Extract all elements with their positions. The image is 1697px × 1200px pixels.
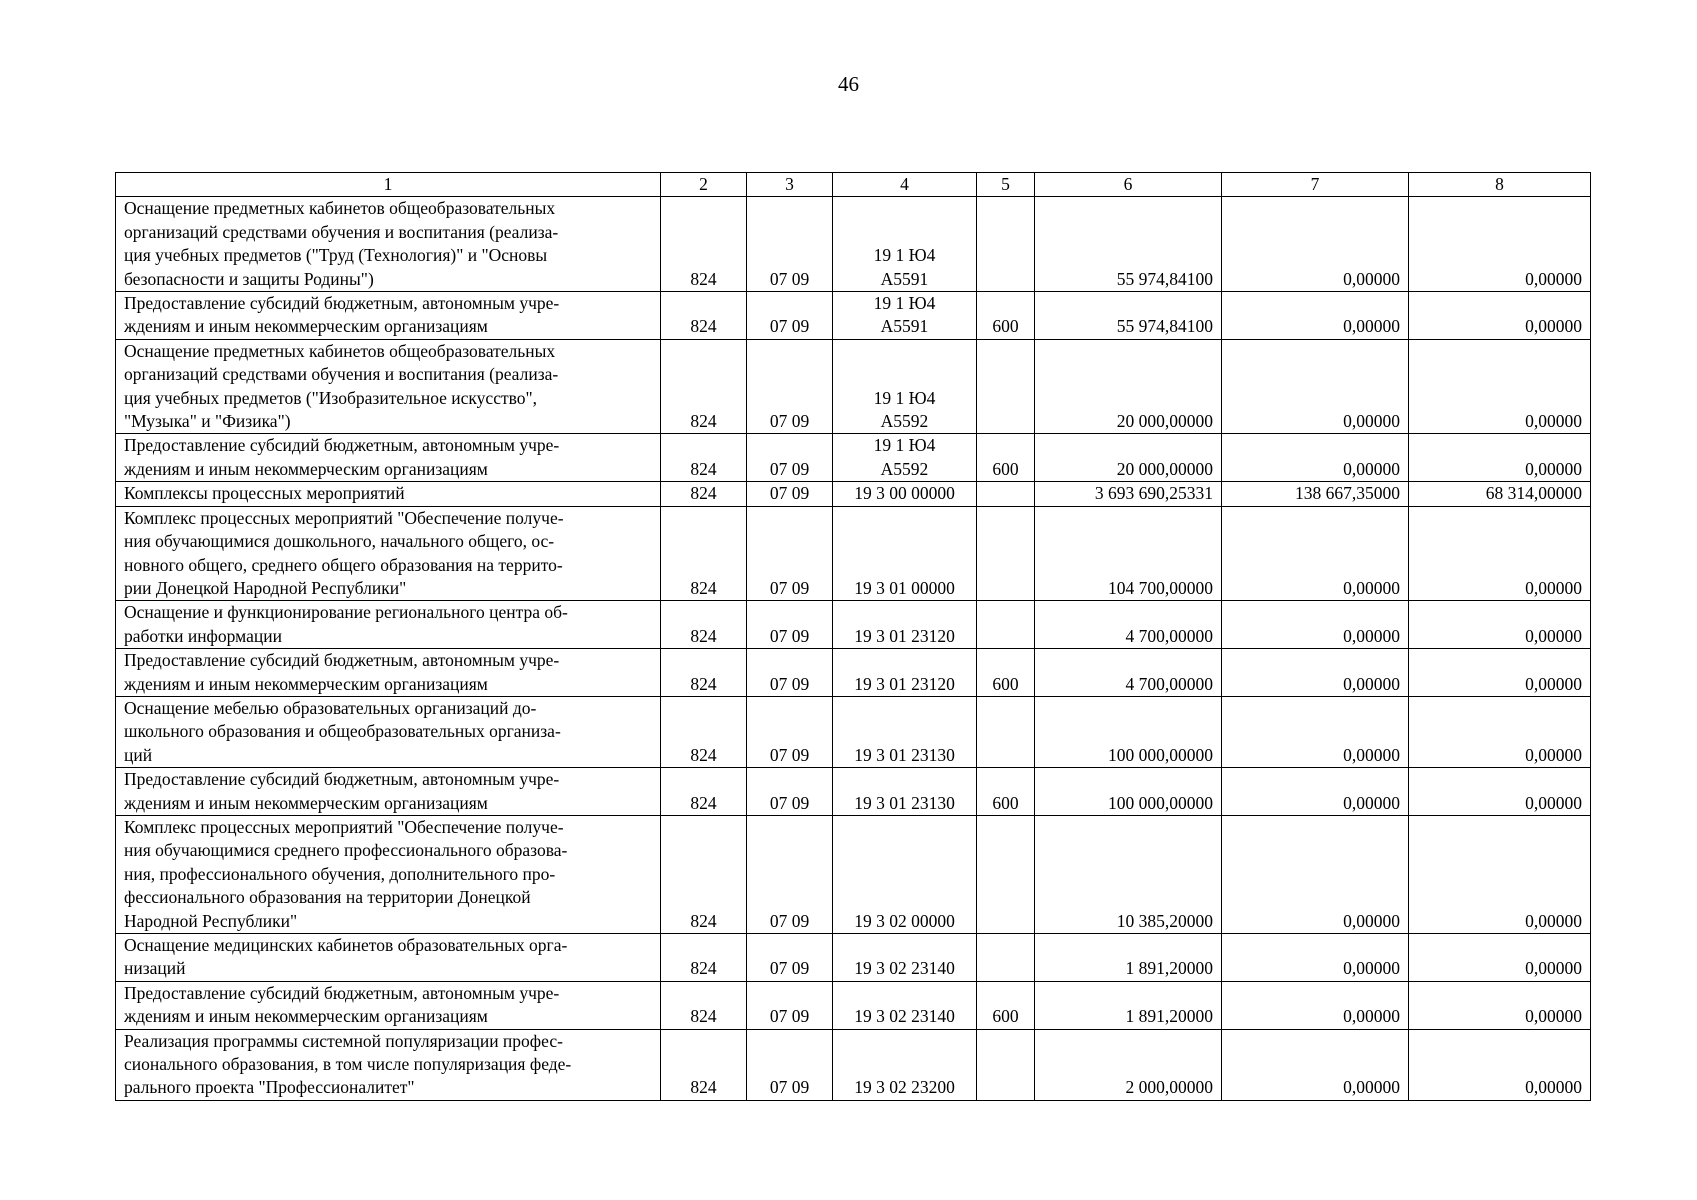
admin-code-cell: 824	[661, 815, 747, 933]
target-article-cell	[833, 482, 977, 506]
expense-type-cell: 600	[977, 981, 1035, 1029]
amount-cell-3: 0,00000	[1409, 696, 1591, 767]
amount-cell-3: 0,00000	[1409, 601, 1591, 649]
row-name-line: Реализация программы системной популяризации профес-	[124, 1030, 563, 1051]
row-name-cell	[116, 292, 661, 340]
section-code-cell: 07 09	[747, 482, 833, 506]
amount-cell-1: 1 891,20000	[1035, 981, 1222, 1029]
target-article-line: 19 3 01 23120	[854, 673, 955, 694]
section-code-cell: 07 09	[747, 434, 833, 482]
amount-cell-2: 0,00000	[1222, 696, 1409, 767]
row-name-line: "Музыка" и "Физика")	[124, 411, 291, 432]
table-row	[116, 696, 1591, 767]
admin-code-cell: 824	[661, 768, 747, 816]
row-name-cell	[116, 768, 661, 816]
expense-type-cell	[977, 339, 1035, 434]
target-article-cell	[833, 1029, 977, 1100]
target-article-line: 19 3 00 00000	[854, 483, 955, 504]
target-article-line: 19 3 01 23130	[854, 744, 955, 765]
amount-cell-2: 0,00000	[1222, 981, 1409, 1029]
section-code-cell: 07 09	[747, 934, 833, 982]
target-article-cell	[833, 506, 977, 601]
amount-cell-3: 0,00000	[1409, 649, 1591, 697]
column-header: 6	[1035, 173, 1222, 197]
row-name-line: ждениям и иным некоммерческим организациям	[124, 458, 488, 479]
row-name-cell	[116, 197, 661, 292]
target-article-line: 19 1 Ю4	[873, 387, 936, 408]
amount-cell-3: 0,00000	[1409, 292, 1591, 340]
row-name-line: Предоставление субсидий бюджетным, автономным учре-	[124, 769, 560, 790]
column-header: 3	[747, 173, 833, 197]
row-name-line: Предоставление субсидий бюджетным, автономным учре-	[124, 650, 560, 671]
target-article-line: 19 3 01 23130	[854, 792, 955, 813]
amount-cell-1: 55 974,84100	[1035, 197, 1222, 292]
section-code-cell: 07 09	[747, 197, 833, 292]
expense-type-cell	[977, 482, 1035, 506]
row-name-line: низаций	[124, 958, 186, 979]
column-header: 5	[977, 173, 1035, 197]
amount-cell-3: 0,00000	[1409, 768, 1591, 816]
row-name-cell	[116, 339, 661, 434]
admin-code-cell: 824	[661, 197, 747, 292]
admin-code-cell: 824	[661, 292, 747, 340]
amount-cell-2: 0,00000	[1222, 601, 1409, 649]
expense-type-cell	[977, 197, 1035, 292]
target-article-cell	[833, 768, 977, 816]
target-article-line: 19 3 02 23200	[854, 1077, 955, 1098]
row-name-line: Комплекс процессных мероприятий "Обеспечение получе-	[124, 816, 564, 837]
row-name-line: Предоставление субсидий бюджетным, автономным учре-	[124, 293, 560, 314]
amount-cell-1: 2 000,00000	[1035, 1029, 1222, 1100]
admin-code-cell: 824	[661, 434, 747, 482]
target-article-line: 19 1 Ю4	[873, 245, 936, 266]
row-name-line: фессионального образования на территории Донецкой	[124, 887, 531, 908]
admin-code-cell: 824	[661, 601, 747, 649]
row-name-line: школьного образования и общеобразовательных организа-	[124, 721, 561, 742]
amount-cell-3: 0,00000	[1409, 815, 1591, 933]
row-name-line: Предоставление субсидий бюджетным, автономным учре-	[124, 982, 560, 1003]
expense-type-cell	[977, 506, 1035, 601]
table-row	[116, 292, 1591, 340]
column-number-row	[116, 173, 1591, 197]
row-name-line: рии Донецкой Народной Республики"	[124, 577, 407, 598]
section-code-cell: 07 09	[747, 696, 833, 767]
amount-cell-1: 10 385,20000	[1035, 815, 1222, 933]
amount-cell-2: 0,00000	[1222, 768, 1409, 816]
row-name-line: Оснащение медицинских кабинетов образовательных орга-	[124, 935, 568, 955]
budget-table	[115, 172, 1591, 1101]
row-name-line: Оснащение предметных кабинетов общеобразовательных	[124, 198, 556, 219]
row-name-cell	[116, 434, 661, 482]
table-row	[116, 601, 1591, 649]
row-name-cell	[116, 934, 661, 982]
section-code-cell: 07 09	[747, 601, 833, 649]
row-name-cell	[116, 649, 661, 697]
row-name-line: сионального образования, в том числе популяризация феде-	[124, 1054, 572, 1075]
admin-code-cell: 824	[661, 482, 747, 506]
amount-cell-1: 100 000,00000	[1035, 696, 1222, 767]
row-name-line: Комплексы процессных мероприятий	[124, 483, 405, 504]
amount-cell-3: 68 314,00000	[1409, 482, 1591, 506]
amount-cell-1: 3 693 690,25331	[1035, 482, 1222, 506]
row-name-line: ния обучающимися дошкольного, начального общего, ос-	[124, 531, 555, 552]
row-name-cell	[116, 981, 661, 1029]
amount-cell-2: 0,00000	[1222, 197, 1409, 292]
row-name-line: ция учебных предметов ("Труд (Технология)" и "Основы	[124, 245, 548, 266]
row-name-cell	[116, 815, 661, 933]
amount-cell-1: 104 700,00000	[1035, 506, 1222, 601]
target-article-line: 19 1 Ю4	[873, 293, 936, 314]
table-row	[116, 815, 1591, 933]
table-row	[116, 768, 1591, 816]
target-article-cell	[833, 601, 977, 649]
target-article-cell	[833, 934, 977, 982]
amount-cell-3: 0,00000	[1409, 981, 1591, 1029]
target-article-line: А5592	[880, 458, 929, 479]
row-name-line: ция учебных предметов ("Изобразительное искусство",	[124, 387, 538, 408]
row-name-cell	[116, 482, 661, 506]
target-article-line: 19 3 02 00000	[854, 910, 955, 931]
expense-type-cell: 600	[977, 768, 1035, 816]
amount-cell-2: 0,00000	[1222, 1029, 1409, 1100]
expense-type-cell	[977, 601, 1035, 649]
table-row	[116, 1029, 1591, 1100]
row-name-line: ния, профессионального обучения, дополнительного про-	[124, 863, 556, 884]
row-name-line: организаций средствами обучения и воспитания (реализа-	[124, 364, 559, 385]
expense-type-cell	[977, 934, 1035, 982]
expense-type-cell: 600	[977, 434, 1035, 482]
amount-cell-3: 0,00000	[1409, 434, 1591, 482]
expense-type-cell	[977, 1029, 1035, 1100]
section-code-cell: 07 09	[747, 649, 833, 697]
amount-cell-3: 0,00000	[1409, 339, 1591, 434]
target-article-line: А5591	[880, 316, 929, 337]
amount-cell-1: 100 000,00000	[1035, 768, 1222, 816]
admin-code-cell: 824	[661, 339, 747, 434]
column-header: 1	[116, 173, 661, 197]
row-name-line: ждениям и иным некоммерческим организациям	[124, 792, 488, 813]
amount-cell-2: 138 667,35000	[1222, 482, 1409, 506]
row-name-line: работки информации	[124, 625, 282, 646]
target-article-line: 19 3 01 23120	[854, 625, 955, 646]
row-name-line: ждениям и иным некоммерческим организациям	[124, 673, 488, 694]
amount-cell-1: 20 000,00000	[1035, 339, 1222, 434]
row-name-cell	[116, 1029, 661, 1100]
row-name-cell	[116, 601, 661, 649]
amount-cell-2: 0,00000	[1222, 934, 1409, 982]
row-name-line: ждениям и иным некоммерческим организациям	[124, 316, 488, 337]
amount-cell-3: 0,00000	[1409, 506, 1591, 601]
amount-cell-2: 0,00000	[1222, 815, 1409, 933]
table-body	[116, 197, 1591, 1100]
admin-code-cell: 824	[661, 981, 747, 1029]
admin-code-cell: 824	[661, 934, 747, 982]
amount-cell-2: 0,00000	[1222, 434, 1409, 482]
row-name-line: Оснащение и функционирование регионального центра об-	[124, 602, 568, 623]
amount-cell-1: 4 700,00000	[1035, 601, 1222, 649]
section-code-cell: 07 09	[747, 292, 833, 340]
amount-cell-1: 1 891,20000	[1035, 934, 1222, 982]
column-header: 7	[1222, 173, 1409, 197]
row-name-line: Оснащение мебелью образовательных организаций до-	[124, 697, 537, 718]
section-code-cell: 07 09	[747, 339, 833, 434]
target-article-cell	[833, 981, 977, 1029]
target-article-line: 19 3 02 23140	[854, 958, 955, 979]
admin-code-cell: 824	[661, 649, 747, 697]
page-number: 46	[838, 72, 859, 96]
amount-cell-2: 0,00000	[1222, 292, 1409, 340]
row-name-line: Народной Республики"	[124, 910, 298, 931]
admin-code-cell: 824	[661, 1029, 747, 1100]
amount-cell-1: 55 974,84100	[1035, 292, 1222, 340]
target-article-cell	[833, 434, 977, 482]
section-code-cell: 07 09	[747, 1029, 833, 1100]
expense-type-cell: 600	[977, 292, 1035, 340]
admin-code-cell: 824	[661, 506, 747, 601]
expense-type-cell	[977, 815, 1035, 933]
target-article-line: 19 1 Ю4	[873, 435, 936, 456]
amount-cell-1: 4 700,00000	[1035, 649, 1222, 697]
row-name-line: ния обучающимися среднего профессионального образова-	[124, 840, 568, 861]
admin-code-cell: 824	[661, 696, 747, 767]
table-row	[116, 434, 1591, 482]
table-row	[116, 981, 1591, 1029]
row-name-line: рального проекта "Профессионалитет"	[124, 1077, 415, 1098]
target-article-cell	[833, 815, 977, 933]
table-row	[116, 339, 1591, 434]
row-name-cell	[116, 506, 661, 601]
row-name-line: ций	[124, 744, 153, 765]
table-row	[116, 506, 1591, 601]
column-header: 2	[661, 173, 747, 197]
table-row	[116, 934, 1591, 982]
target-article-line: А5591	[880, 268, 929, 289]
table-row	[116, 197, 1591, 292]
amount-cell-1: 20 000,00000	[1035, 434, 1222, 482]
row-name-line: новного общего, среднего общего образования на террито-	[124, 554, 563, 575]
target-article-line: 19 3 02 23140	[854, 1006, 955, 1027]
section-code-cell: 07 09	[747, 768, 833, 816]
row-name-line: Комплекс процессных мероприятий "Обеспечение получе-	[124, 507, 564, 528]
target-article-cell	[833, 339, 977, 434]
column-header: 8	[1409, 173, 1591, 197]
amount-cell-3: 0,00000	[1409, 197, 1591, 292]
expense-type-cell: 600	[977, 649, 1035, 697]
amount-cell-3: 0,00000	[1409, 934, 1591, 982]
table-header	[116, 173, 1591, 197]
target-article-cell	[833, 292, 977, 340]
table-row	[116, 649, 1591, 697]
target-article-line: 19 3 01 00000	[854, 577, 955, 598]
amount-cell-2: 0,00000	[1222, 649, 1409, 697]
row-name-line: Оснащение предметных кабинетов общеобразовательных	[124, 340, 556, 361]
target-article-cell	[833, 197, 977, 292]
table-row	[116, 482, 1591, 506]
target-article-cell	[833, 696, 977, 767]
column-header: 4	[833, 173, 977, 197]
section-code-cell: 07 09	[747, 981, 833, 1029]
target-article-line: А5592	[880, 411, 929, 432]
section-code-cell: 07 09	[747, 815, 833, 933]
amount-cell-3: 0,00000	[1409, 1029, 1591, 1100]
expense-type-cell	[977, 696, 1035, 767]
row-name-line: безопасности и защиты Родины")	[124, 268, 374, 289]
amount-cell-2: 0,00000	[1222, 339, 1409, 434]
row-name-cell	[116, 696, 661, 767]
section-code-cell: 07 09	[747, 506, 833, 601]
row-name-line: Предоставление субсидий бюджетным, автономным учре-	[124, 435, 560, 456]
row-name-line: организаций средствами обучения и воспитания (реализа-	[124, 221, 559, 242]
target-article-cell	[833, 649, 977, 697]
amount-cell-2: 0,00000	[1222, 506, 1409, 601]
row-name-line: ждениям и иным некоммерческим организациям	[124, 1006, 488, 1027]
